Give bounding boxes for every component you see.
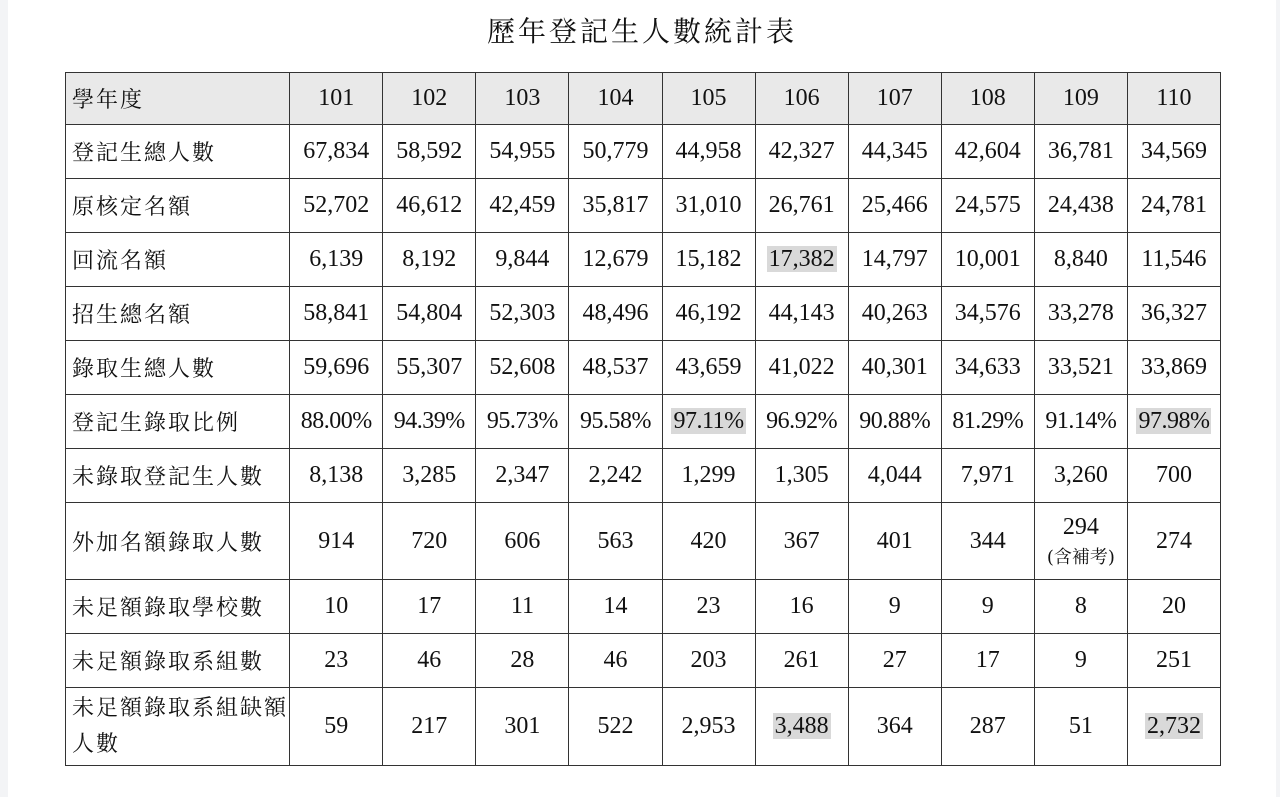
row-label: 招生總名額 (66, 287, 290, 341)
table-title: 歷年登記生人數統計表 (486, 15, 797, 48)
table-cell: 34,633 (941, 341, 1034, 395)
table-cell: 90.88% (848, 395, 941, 449)
table-cell: 8,138 (290, 449, 383, 503)
year-header: 110 (1127, 73, 1220, 125)
table-cell: 23 (290, 634, 383, 688)
table-cell: 52,303 (476, 287, 569, 341)
header-row (66, 73, 1221, 125)
table-cell: 96.92% (755, 395, 848, 449)
row-label: 未足額錄取系組數 (66, 634, 290, 688)
year-header: 104 (569, 73, 662, 125)
table-cell: 2,347 (476, 449, 569, 503)
cell-note: (含補考) (1046, 546, 1115, 568)
row-label: 未足額錄取學校數 (66, 580, 290, 634)
table-cell: 36,327 (1127, 287, 1220, 341)
table-cell: 3,260 (1034, 449, 1127, 503)
year-header: 109 (1034, 73, 1127, 125)
table-cell (1127, 395, 1220, 449)
table-cell: 17 (383, 580, 476, 634)
table-cell: 44,958 (662, 125, 755, 179)
table-cell (755, 233, 848, 287)
table-cell: 14,797 (848, 233, 941, 287)
table-cell: 17 (941, 634, 1034, 688)
table-cell (662, 395, 755, 449)
table-cell: 9,844 (476, 233, 569, 287)
header-label: 學年度 (66, 73, 290, 125)
table-cell: 36,781 (1034, 125, 1127, 179)
table-cell: 12,679 (569, 233, 662, 287)
table-cell: 700 (1127, 449, 1220, 503)
row-label: 回流名額 (66, 233, 290, 287)
table-row (66, 634, 1221, 688)
table-cell: 301 (476, 688, 569, 766)
table-cell: 59,696 (290, 341, 383, 395)
table-cell: 1,299 (662, 449, 755, 503)
table-cell: 522 (569, 688, 662, 766)
table-cell (1034, 503, 1127, 580)
table-cell: 16 (755, 580, 848, 634)
table-cell: 287 (941, 688, 1034, 766)
table-cell: 217 (383, 688, 476, 766)
table-cell: 2,953 (662, 688, 755, 766)
table-cell: 203 (662, 634, 755, 688)
table-cell: 44,345 (848, 125, 941, 179)
highlighted-value: 97.98% (1138, 408, 1210, 434)
table-cell (1127, 688, 1220, 766)
table-cell: 43,659 (662, 341, 755, 395)
table-cell: 7,971 (941, 449, 1034, 503)
table-cell: 8,840 (1034, 233, 1127, 287)
table-row (66, 341, 1221, 395)
table-cell: 9 (1034, 634, 1127, 688)
table-cell: 41,022 (755, 341, 848, 395)
table-cell: 52,608 (476, 341, 569, 395)
table-cell: 54,955 (476, 125, 569, 179)
statistics-table (65, 72, 1221, 766)
table-cell: 26,761 (755, 179, 848, 233)
table-cell: 42,604 (941, 125, 1034, 179)
table-row (66, 179, 1221, 233)
table-cell: 367 (755, 503, 848, 580)
table-cell: 54,804 (383, 287, 476, 341)
cell-value: 294 (1062, 513, 1099, 540)
table-cell: 95.73% (476, 395, 569, 449)
table-row (66, 395, 1221, 449)
year-header: 105 (662, 73, 755, 125)
table-row (66, 449, 1221, 503)
table-cell: 11,546 (1127, 233, 1220, 287)
table-row (66, 287, 1221, 341)
year-header: 106 (755, 73, 848, 125)
table-cell: 10 (290, 580, 383, 634)
table-cell: 58,841 (290, 287, 383, 341)
table-cell: 34,576 (941, 287, 1034, 341)
table-cell: 11 (476, 580, 569, 634)
table-cell: 35,817 (569, 179, 662, 233)
year-header: 107 (848, 73, 941, 125)
table-cell: 59 (290, 688, 383, 766)
table-cell: 31,010 (662, 179, 755, 233)
table-cell: 94.39% (383, 395, 476, 449)
table-cell: 251 (1127, 634, 1220, 688)
year-header: 101 (290, 73, 383, 125)
table-cell: 46 (383, 634, 476, 688)
table-cell: 33,278 (1034, 287, 1127, 341)
table-cell: 344 (941, 503, 1034, 580)
table-cell: 27 (848, 634, 941, 688)
row-label: 外加名額錄取人數 (66, 503, 290, 580)
table-cell: 52,702 (290, 179, 383, 233)
document-page (8, 0, 1276, 797)
table-cell: 51 (1034, 688, 1127, 766)
table-cell: 40,263 (848, 287, 941, 341)
table-cell: 40,301 (848, 341, 941, 395)
table-cell: 34,569 (1127, 125, 1220, 179)
table-cell: 1,305 (755, 449, 848, 503)
table-cell: 14 (569, 580, 662, 634)
table-cell: 9 (848, 580, 941, 634)
table-cell: 46,192 (662, 287, 755, 341)
table-cell: 24,781 (1127, 179, 1220, 233)
table-cell: 33,869 (1127, 341, 1220, 395)
table-cell: 401 (848, 503, 941, 580)
table-row (66, 688, 1221, 766)
table-cell: 24,575 (941, 179, 1034, 233)
table-cell: 8 (1034, 580, 1127, 634)
row-label: 未足額錄取系組缺額人數 (66, 688, 290, 766)
table-row (66, 233, 1221, 287)
table-cell: 4,044 (848, 449, 941, 503)
table-cell: 563 (569, 503, 662, 580)
highlighted-value: 2,732 (1146, 713, 1201, 739)
table-row (66, 125, 1221, 179)
table-row (66, 503, 1221, 580)
table-cell: 88.00% (290, 395, 383, 449)
table-cell: 364 (848, 688, 941, 766)
row-label: 錄取生總人數 (66, 341, 290, 395)
table-cell: 606 (476, 503, 569, 580)
table-cell: 24,438 (1034, 179, 1127, 233)
row-label: 登記生總人數 (66, 125, 290, 179)
table-cell: 261 (755, 634, 848, 688)
row-label: 未錄取登記生人數 (66, 449, 290, 503)
table-cell: 23 (662, 580, 755, 634)
table-cell: 95.58% (569, 395, 662, 449)
year-header: 102 (383, 73, 476, 125)
table-cell: 42,459 (476, 179, 569, 233)
table-cell (755, 688, 848, 766)
table-cell: 46,612 (383, 179, 476, 233)
table-cell: 720 (383, 503, 476, 580)
table-cell: 20 (1127, 580, 1220, 634)
table-cell: 25,466 (848, 179, 941, 233)
table-cell: 10,001 (941, 233, 1034, 287)
table-cell: 914 (290, 503, 383, 580)
row-label: 原核定名額 (66, 179, 290, 233)
highlighted-value: 97.11% (673, 408, 744, 434)
year-header: 108 (941, 73, 1034, 125)
table-cell: 48,537 (569, 341, 662, 395)
row-label: 登記生錄取比例 (66, 395, 290, 449)
table-cell: 81.29% (941, 395, 1034, 449)
table-cell: 28 (476, 634, 569, 688)
table-row (66, 580, 1221, 634)
table-cell: 58,592 (383, 125, 476, 179)
table-cell: 15,182 (662, 233, 755, 287)
highlighted-value: 17,382 (768, 246, 835, 272)
highlighted-value: 3,488 (774, 713, 829, 739)
table-cell: 2,242 (569, 449, 662, 503)
table-cell: 50,779 (569, 125, 662, 179)
table-cell: 44,143 (755, 287, 848, 341)
table-cell: 48,496 (569, 287, 662, 341)
table-cell: 6,139 (290, 233, 383, 287)
table-cell: 274 (1127, 503, 1220, 580)
table-cell: 33,521 (1034, 341, 1127, 395)
year-header: 103 (476, 73, 569, 125)
table-cell: 42,327 (755, 125, 848, 179)
table-cell: 9 (941, 580, 1034, 634)
table-cell: 91.14% (1034, 395, 1127, 449)
table-cell: 67,834 (290, 125, 383, 179)
table-cell: 55,307 (383, 341, 476, 395)
table-cell: 420 (662, 503, 755, 580)
table-cell: 8,192 (383, 233, 476, 287)
table-cell: 3,285 (383, 449, 476, 503)
table-cell: 46 (569, 634, 662, 688)
